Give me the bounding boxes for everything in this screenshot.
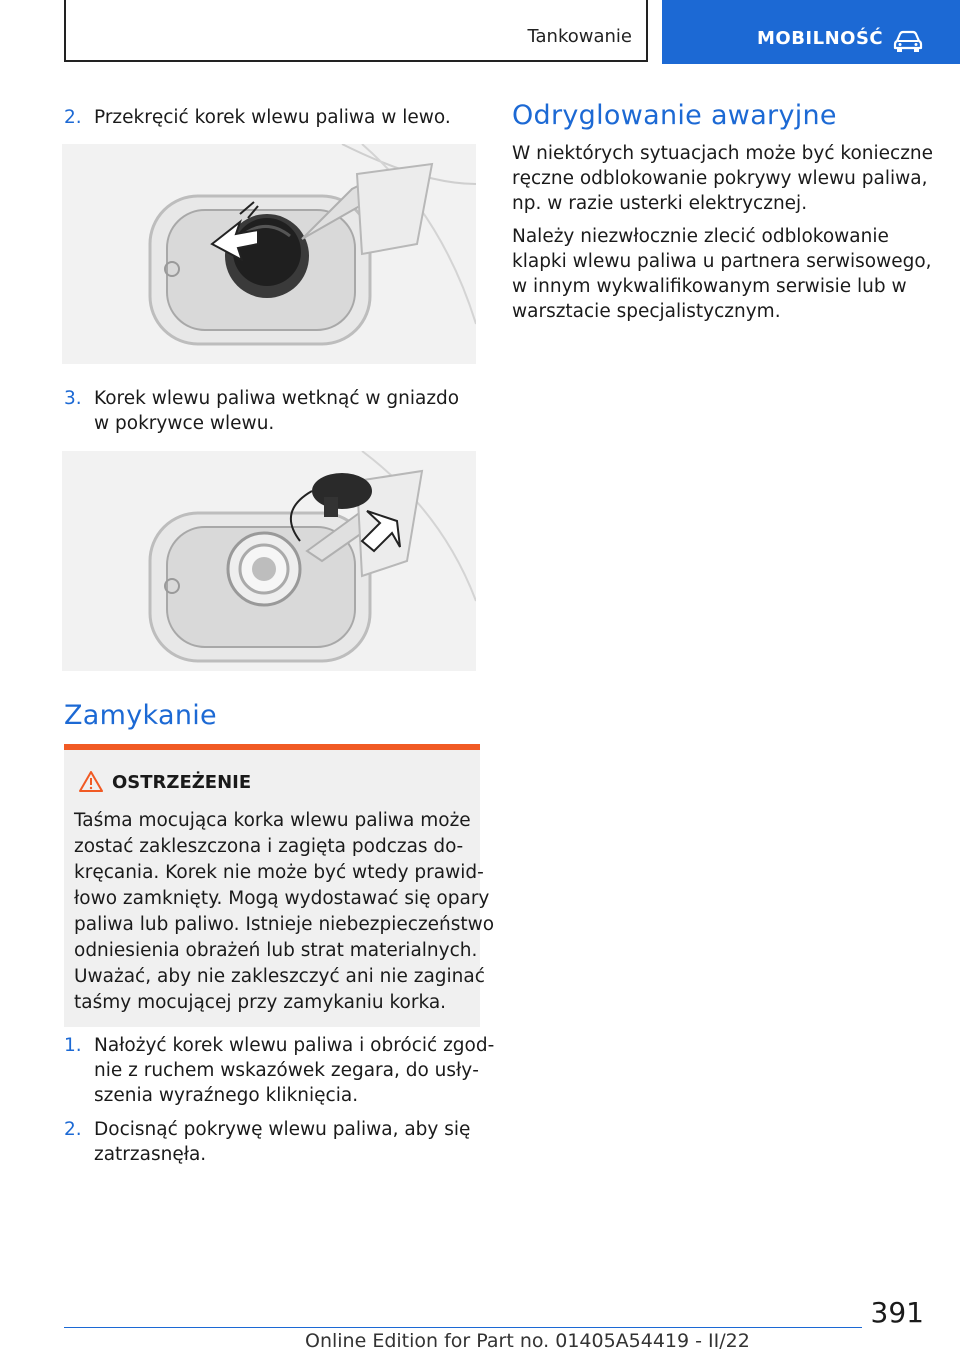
step-text — [94, 386, 459, 436]
warning-line: paliwa lub paliwo. Istnieje niebezpieczeństwo — [74, 914, 495, 935]
paragraph-line: Należy niezwłocznie zlecić odblokowanie — [512, 226, 889, 247]
step-text — [94, 1033, 494, 1108]
step-number: 2. — [64, 107, 82, 128]
step-text-line: w pokrywce wlewu. — [94, 413, 275, 434]
emergency-paragraph-1 — [512, 141, 932, 216]
step-text — [94, 1117, 470, 1167]
step-text-line: nie z ruchem wskazówek zegara, do usły‐ — [94, 1060, 479, 1081]
fuel-cap-insert-image — [62, 451, 476, 671]
warning-line: kręcania. Korek nie może być wtedy prawid‐ — [74, 862, 484, 883]
warning-line: odniesienia obrażeń lub strat materialnych. — [74, 940, 478, 961]
fuel-cap-unscrew-image — [62, 144, 476, 364]
warning-line: taśmy mocującej przy zamykaniu korka. — [74, 992, 447, 1013]
warning-bar — [64, 744, 480, 750]
edition-text: Online Edition for Part no. 01405A54419 - II/22 — [305, 1330, 750, 1352]
paragraph-line: ręczne odblokowanie pokrywy wlewu paliwa, — [512, 168, 928, 189]
step-text: Przekręcić korek wlewu paliwa w lewo. — [94, 107, 451, 128]
warning-icon — [79, 770, 103, 792]
step-number: 3. — [64, 388, 82, 409]
car-icon — [893, 29, 923, 53]
warning-line: Taśma mocująca korka wlewu paliwa może — [74, 810, 471, 831]
warning-line: łowo zamknięty. Mogą wydostawać się opary — [74, 888, 490, 909]
step-number: 2. — [64, 1119, 82, 1140]
step-text-line: Docisnąć pokrywę wlewu paliwa, aby się — [94, 1119, 471, 1140]
warning-title: OSTRZEŻENIE — [112, 772, 252, 793]
step-text-line: szenia wyraźnego kliknięcia. — [94, 1085, 359, 1106]
paragraph-line: w innym wykwalifikowanym serwisie lub w — [512, 276, 907, 297]
step-number: 1. — [64, 1035, 82, 1056]
paragraph-line: klapki wlewu paliwa u partnera serwisowego, — [512, 251, 932, 272]
step-text-line: Korek wlewu paliwa wetknąć w gniazdo — [94, 388, 460, 409]
header-section-box — [64, 0, 648, 62]
warning-line: Uważać, aby nie zakleszczyć ani nie zaginać — [74, 966, 485, 987]
chapter-tab-label: MOBILNOŚĆ — [757, 28, 884, 49]
warning-line: zostać zakleszczona i zagięta podczas do‐ — [74, 836, 464, 857]
emergency-paragraph-2 — [512, 224, 932, 324]
section-title: Tankowanie — [527, 26, 632, 47]
emergency-unlock-heading: Odryglowanie awaryjne — [512, 100, 837, 131]
paragraph-line: np. w razie usterki elektrycznej. — [512, 193, 808, 214]
step-text-line: zatrzasnęła. — [94, 1144, 207, 1165]
paragraph-line: warsztacie specjalistycznym. — [512, 301, 781, 322]
paragraph-line: W niektórych sytuacjach może być konieczne — [512, 143, 934, 164]
footer-rule — [64, 1327, 862, 1328]
step-text-line: Nałożyć korek wlewu paliwa i obrócić zgod‐ — [94, 1035, 495, 1056]
warning-text — [74, 808, 494, 1016]
closing-heading: Zamykanie — [64, 700, 217, 731]
page-number: 391 — [870, 1296, 924, 1329]
